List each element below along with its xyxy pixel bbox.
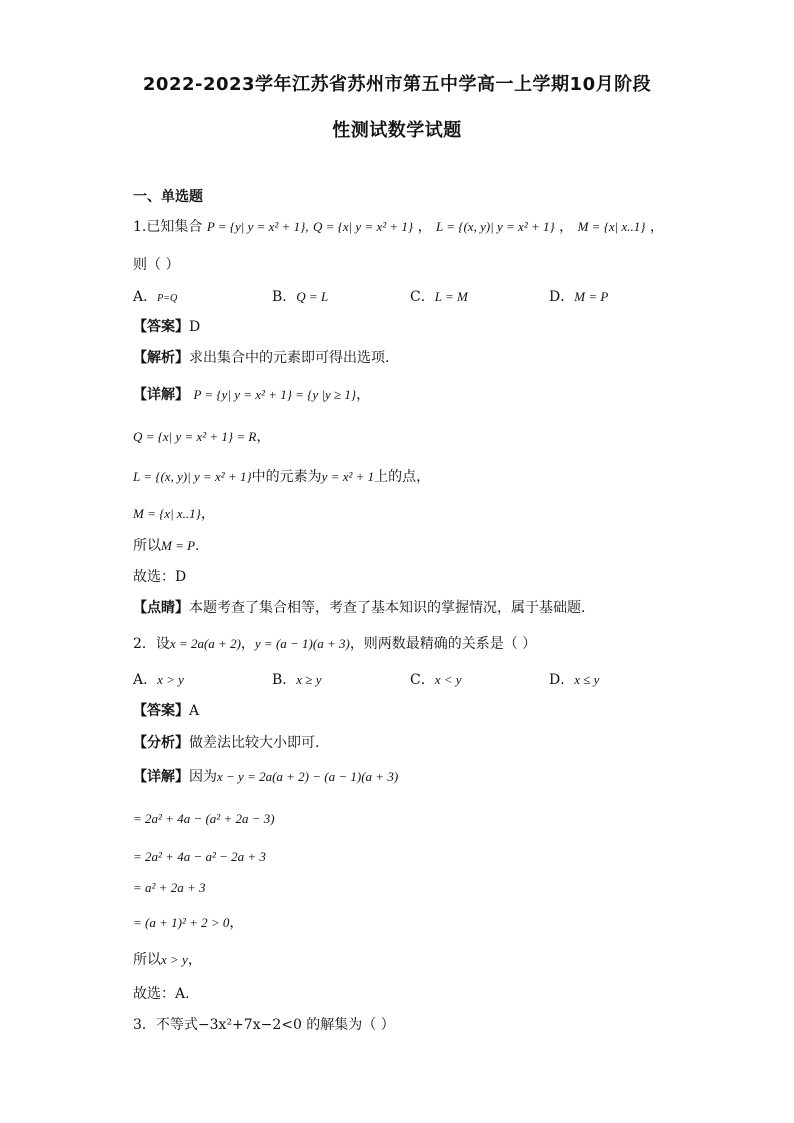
q1-option-a — [133, 288, 177, 308]
q2-step-4-math: = a² + 2a + 3 — [133, 880, 206, 895]
q1-detail-4-end: ， — [200, 506, 215, 522]
q1-answer-tag: 【答案】 — [133, 319, 189, 335]
q1-option-c — [410, 288, 468, 306]
q2-option-b — [272, 671, 321, 689]
q1-sep2: ， — [559, 219, 574, 235]
q1-end: ， — [649, 219, 664, 235]
q2-answer-tag: 【答案】 — [133, 703, 189, 719]
q1-prefix: 1.已知集合 — [133, 219, 203, 235]
q1-comment-tag: 【点睛】 — [133, 600, 189, 616]
q1-answer-value: D — [189, 319, 201, 335]
q2-sep: ， — [240, 636, 255, 652]
q1-answer — [133, 318, 200, 336]
q1-detail-2 — [133, 428, 270, 446]
q1-detail-5-end: . — [195, 538, 200, 554]
q2-prefix: 2．设 — [133, 636, 170, 652]
q1-set-m: M = {x| x..1} — [577, 219, 646, 234]
q1-choice: 故选：D — [133, 569, 187, 585]
q1-detail-2-math: Q = {x| y = x² + 1} = R — [133, 429, 257, 444]
q1-detail-1-math: P = {y| y = x² + 1} = {y |y ≥ 1} — [193, 387, 357, 402]
q2-step-2-math: = 2a² + 4a − (a² + 2a − 3) — [133, 811, 275, 826]
q1-detail-4-math: M = {x| x..1} — [133, 506, 201, 521]
q1-option-a-letter: A． — [133, 289, 158, 305]
q2-option-d — [549, 671, 599, 689]
q1-analysis-tag: 【解析】 — [133, 350, 189, 366]
q1-detail-1-end: ， — [356, 387, 371, 403]
q1-detail-2-end: ， — [256, 429, 271, 445]
q2-conclusion-pre: 所以 — [133, 952, 161, 968]
q2-option-a-letter: A． — [133, 672, 158, 688]
q2-step-1: x − y = 2a(a + 2) − (a − 1)(a + 3) — [217, 769, 399, 784]
q1-option-b-letter: B． — [272, 289, 297, 305]
q3-stem: 3．不等式−3x²+7x−2<0 的解集为（ ） — [133, 1017, 395, 1033]
q1-option-d-letter: D． — [549, 289, 575, 305]
q2-conclusion-math: x > y — [161, 952, 188, 967]
q1-analysis — [133, 349, 389, 367]
q2-suffix: ，则两数最精确的关系是（ ） — [349, 636, 537, 652]
q1-detail-5-pre: 所以 — [133, 538, 161, 554]
q2-step-3 — [133, 848, 266, 866]
q1-option-b — [272, 288, 328, 306]
q2-option-c-letter: C． — [410, 672, 435, 688]
q2-step-3-math: = 2a² + 4a − a² − 2a + 3 — [133, 849, 266, 864]
q2-analysis — [133, 734, 319, 752]
q1-detail-1 — [133, 386, 370, 404]
q2-conclusion-end: ， — [187, 952, 202, 968]
q2-conclusion — [133, 951, 202, 969]
q2-answer — [133, 702, 199, 720]
q1-option-b-text: Q = L — [296, 289, 329, 304]
q1-option-c-text: L = M — [434, 289, 468, 304]
q1-set-p: P = {y| y = x² + 1}, — [206, 219, 309, 234]
q2-analysis-tag: 【分析】 — [133, 735, 189, 751]
q2-option-a — [133, 671, 184, 689]
q2-x-expr: x = 2a(a + 2) — [169, 636, 241, 651]
q1-detail-3-mid: 中的元素为 — [251, 469, 322, 485]
q1-option-d-text: M = P — [574, 289, 609, 304]
q1-analysis-text: 求出集合中的元素即可得出选项. — [189, 350, 390, 366]
q1-option-d — [549, 288, 608, 306]
section-heading: 一、单选题 — [133, 189, 203, 205]
q1-stem — [133, 218, 664, 236]
q2-step-5-end: ， — [229, 915, 244, 931]
q2-step-2 — [133, 810, 275, 828]
q2-option-a-text: x > y — [157, 672, 184, 687]
q1-sep1: ， — [417, 219, 432, 235]
q2-option-b-letter: B． — [272, 672, 297, 688]
q1-comment — [133, 599, 585, 617]
q1-detail-tag: 【详解】 — [133, 387, 189, 403]
document-title-line-1: 2022-2023学年江苏省苏州市第五中学高一上学期10月阶段 — [142, 74, 652, 95]
q2-step-5 — [133, 914, 243, 932]
q1-detail-5-math: M = P — [161, 538, 196, 553]
q1-then: 则（ ） — [133, 257, 180, 273]
q2-option-d-letter: D． — [549, 672, 575, 688]
q2-option-c — [410, 671, 462, 689]
q1-option-c-letter: C． — [410, 289, 435, 305]
q1-detail-3 — [133, 468, 430, 486]
q2-choice: 故选：A. — [133, 986, 190, 1002]
q1-option-a-text: P=Q — [157, 293, 178, 304]
q2-stem — [133, 635, 536, 653]
q1-detail-3-math2: y = x² + 1 — [321, 469, 375, 484]
q2-detail-tag: 【详解】 — [133, 769, 189, 785]
q2-detail-1 — [133, 768, 398, 786]
q1-detail-3-math: L = {(x, y)| y = x² + 1} — [133, 469, 252, 484]
q2-step-5-math: = (a + 1)² + 2 > 0 — [133, 915, 230, 930]
q2-option-c-text: x < y — [434, 672, 462, 687]
q2-analysis-text: 做差法比较大小即可. — [189, 735, 320, 751]
q1-set-q: Q = {x| y = x² + 1} — [312, 219, 414, 234]
q2-option-b-text: x ≥ y — [296, 672, 322, 687]
q1-detail-4 — [133, 505, 215, 523]
q1-detail-5 — [133, 537, 200, 555]
q1-detail-3-end: 上的点， — [374, 469, 431, 485]
q1-comment-text: 本题考查了集合相等，考查了基本知识的掌握情况，属于基础题. — [189, 600, 586, 616]
q2-y-expr: y = (a − 1)(a + 3) — [254, 636, 350, 651]
q2-step-4 — [133, 879, 205, 897]
q1-set-l: L = {(x, y)| y = x² + 1} — [436, 219, 555, 234]
q2-answer-value: A — [189, 703, 200, 719]
q2-option-d-text: x ≤ y — [574, 672, 600, 687]
document-title-line-2: 性测试数学试题 — [332, 120, 462, 141]
q2-detail-pre: 因为 — [189, 769, 217, 785]
